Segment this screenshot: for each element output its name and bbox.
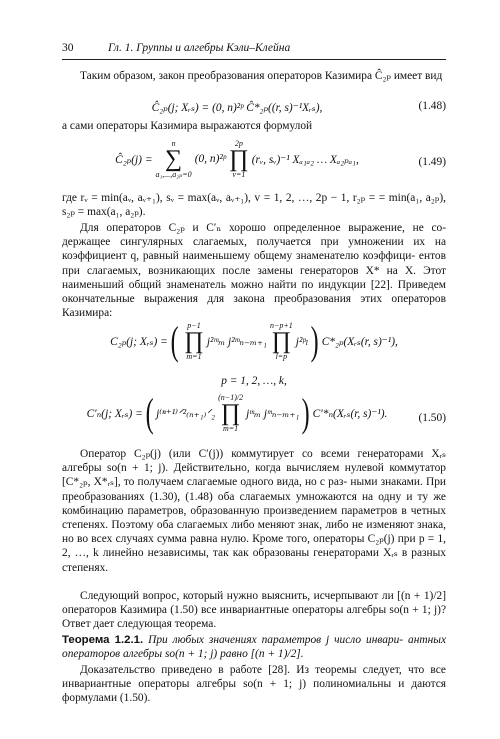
theorem-statement: При любых значениях параметров j число инвари- антных операторов алгебры so(n + 1; j) равно [(n + 1)/2]. <box>62 634 446 661</box>
running-title: Гл. 1. Группы и алгебры Кэли–Клейна <box>108 42 291 54</box>
page <box>62 42 446 707</box>
product-operator: 2p ∏ v=1 <box>229 139 249 179</box>
equation-1-49 <box>62 139 446 191</box>
product-operator: (n−1)/2 ∏ m=1 <box>218 393 244 433</box>
equation-c2p: C₂ₚ(j; Xᵣₛ) = ( p−1 ∏ m=1 j²ᵐₘ j²ᵐₙ₋ₘ₊₁ n−p+1 ∏ l=p j²ᵖₗ ) C*₂ₚ(Xᵣₛ(r, s)⁻¹), <box>110 318 398 363</box>
page-number: 30 <box>62 42 74 54</box>
theorem-heading: Теорема 1.2.1. <box>62 634 144 646</box>
equation-1-48 <box>62 97 446 119</box>
paragraph-2: а сами операторы Казимира выражаются формулой <box>62 120 313 132</box>
page-header <box>62 42 446 60</box>
paragraph-6: Следующий вопрос, который нужно выяснить, исчерпывают ли [(n + 1)/2] операторов Казимира (1.50) все инвариантные операторы алгебры so(n + 1; j)? Ответ дает следующая теорема. <box>62 590 446 631</box>
paragraph-1: Таким образом, закон преобразования операторов Казимира Ĉ₂ₚ имеет вид <box>80 70 443 82</box>
paragraph-7: Доказательство приведено в работе [28]. Из теоремы следует, что все инвариантные операторы алгебры so(n + 1; j) полиномиальны и даются формулами (1.50). <box>62 664 446 705</box>
equation-number: (1.50) <box>418 412 446 424</box>
paragraph-4: Для операторов C₂ₚ и C′ₙ хорошо определенное выражение, не со- держащее сингулярных слагаемых, получается при умножении их на коэффициент q, равный наименьшему общему знаменателю коэффици- ентов при слагаемых, возникающих после замены генераторов X* на X. Этот наименьший общий знаменатель можно найти по индукции [22]. Приведем окончательные выражения для закона преобразования этих операторов Казимира: <box>62 222 446 320</box>
product-operator: p−1 ∏ m=1 <box>184 321 204 361</box>
parameter-range: p = 1, 2, …, k, <box>221 375 287 387</box>
product-operator: n−p+1 ∏ l=p <box>269 321 293 361</box>
eq-lhs: Ĉ₂ₚ(j) = <box>115 154 153 166</box>
sum-operator: n ∑ a₁,...,a₂ₚ=0 <box>155 139 192 179</box>
paragraph-5: Оператор C₂ₚ(j) (или C′(j)) коммутирует со всеми генераторами Xᵣₛ алгебры so(n + 1; j). Действительно, когда вычисляем нулевой коммутатор [C*₂ₚ, X*ᵣₛ], то получаем слагаемые одного вида, но с раз- ными знаками. При преобразованиях (1.30), (1.48) оба слагаемых умножаются на одну и ту же комбинацию параметров, образованную произведением параметров в четных степенях. Поэтому оба слагаемых либо меняют знак, либо не изменяют знака, но во всех случаях сумма равна нулю. Кроме того, операторы C₂ₚ(j) при p = 1, 2, …, k линейно независимы, так как образованы генераторами Xᵣₛ в разных степенях. <box>62 448 446 574</box>
equation-number: (1.49) <box>418 156 446 168</box>
equation-body: Ĉ₂ₚ(j; Xᵣₛ) = (0, n)²ᵖ Ĉ*₂ₚ((r, s)⁻¹Xᵣₛ), <box>151 102 323 114</box>
eq-mid: (0, n)²ᵖ <box>194 153 226 165</box>
eq-rhs: (rᵥ, sᵥ)⁻¹ Xₐ₁ₐ₂ … Xₐ₂ₚₐ₁, <box>251 154 359 166</box>
equation-number: (1.48) <box>418 100 446 112</box>
equation-1-50: C′ₙ(j; Xᵣₛ) = ( j⁽ⁿ⁺¹⁾ᐟ²₍ₙ₊₁₎ᐟ₂ (n−1)/2 ∏ m=1 jᵐₘ jᵐₙ₋ₘ₊₁ ) C′*ₙ(Xᵣₛ(r, s)⁻¹). (1.50) <box>86 390 446 435</box>
paragraph-3: где rᵥ = min(aᵥ, aᵥ₊₁), sᵥ = max(aᵥ, aᵥ₊₁), v = 1, 2, …, 2p − 1, r₂ₚ = = min(a₁, a₂ₚ), s₂ₚ = max(a₁, a₂ₚ). <box>62 192 446 219</box>
theorem-1-2-1 <box>62 633 446 663</box>
